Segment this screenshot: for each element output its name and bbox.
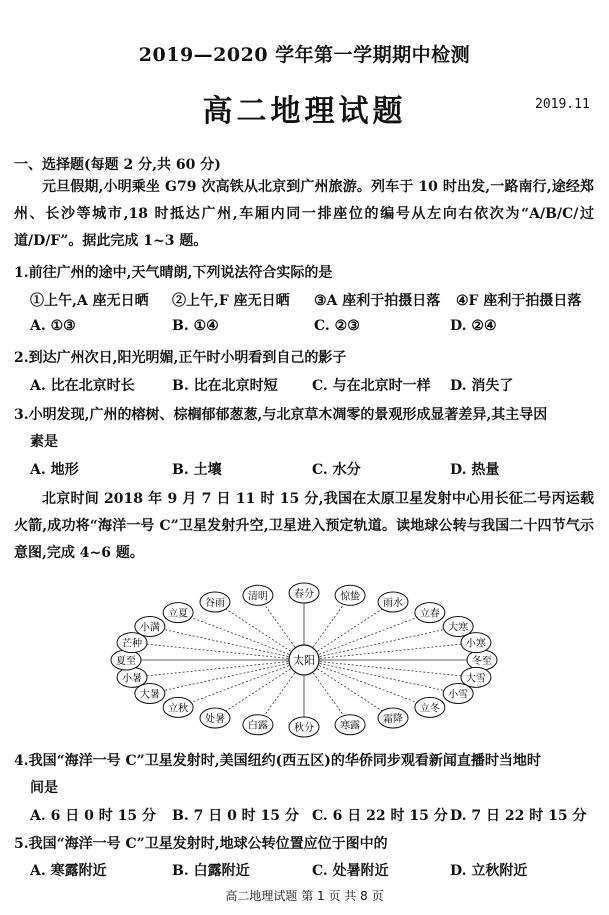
q2-option-b: B. 比在北京时短: [172, 378, 278, 394]
solar-term-label: 立夏: [168, 608, 189, 620]
solar-term-node: [243, 715, 273, 735]
exam-date: 2019.11: [535, 97, 590, 112]
sun-label: 太阳: [293, 654, 315, 667]
solar-term-label: 芒种: [122, 638, 143, 650]
solar-term-node: [163, 603, 193, 623]
q2-stem: 2.到达广州次日,阳光明媚,正午时小明看到自己的影子: [14, 350, 347, 366]
q4-stem-line-2: 间是: [30, 780, 58, 796]
q5-option-c: C. 处暑附近: [312, 863, 389, 879]
solar-term-label: 谷雨: [205, 597, 225, 609]
solar-term-label: 立冬: [419, 703, 440, 715]
q1-statement-4: ④F 座利于拍摄日落: [456, 293, 582, 309]
solar-term-label: 大雪: [465, 673, 486, 685]
solar-term-node: [200, 592, 230, 612]
q1-statement-2: ②上午,F 座无日晒: [172, 293, 290, 309]
solar-term-node: [378, 708, 408, 728]
solar-term-node: [117, 667, 147, 687]
orbit-spoke: [215, 660, 304, 718]
solar-term-label: 夏至: [116, 656, 136, 667]
solar-term-node: [378, 592, 408, 612]
solar-term-label: 大暑: [139, 689, 160, 701]
solar-term-node: [415, 697, 445, 717]
q3-option-b: B. 土壤: [172, 462, 222, 478]
solar-term-node: [335, 715, 365, 735]
q4-option-a: A. 6 日 0 时 15 分: [30, 808, 156, 824]
orbit-spoke: [304, 660, 458, 694]
q1-statement-3: ③A 座利于拍摄日落: [314, 293, 441, 309]
q3-stem-line-1: 3.小明发现,广州的榕树、棕榈郁郁葱葱,与北京草木凋零的景观形成显著差异,其主导因: [14, 407, 548, 423]
orbit-diagram: [0, 570, 609, 745]
solar-term-label: 立秋: [168, 703, 189, 715]
orbit-spoke: [304, 602, 393, 660]
q5-option-b: B. 白露附近: [172, 863, 250, 879]
solar-term-label: 立春: [419, 608, 440, 620]
solar-term-label: 小寒: [465, 638, 486, 650]
q4-stem-line-1: 4.我国“海洋一号 C”卫星发射时,美国纽约(西五区)的华侨同步观看新闻直播时当地时: [14, 753, 541, 769]
solar-term-label: 雨水: [383, 597, 403, 609]
q3-option-c: C. 水分: [312, 462, 361, 478]
solar-term-label: 大寒: [448, 622, 469, 634]
solar-term-label: 白露: [247, 720, 268, 732]
solar-term-node: [461, 633, 491, 653]
orbit-spoke: [150, 660, 304, 694]
q1-statement-1: ①上午,A 座无日晒: [30, 293, 149, 309]
solar-term-label: 春分: [294, 589, 314, 600]
solar-term-node: [335, 585, 365, 605]
solar-term-node: [200, 708, 230, 728]
q1-stem: 1.前往广州的途中,天气晴朗,下列说法符合实际的是: [14, 265, 333, 281]
passage-1: 元旦假期,小明乘坐 G79 次高铁从北京到广州旅游。列车于 10 时出发,一路南行,途经郑州、长沙等城市,18 时抵达广州,车厢内同一排座位的编号从左向右依次为“A/B/C/过道/D/F”。据此完成 1~3 题。: [14, 179, 594, 249]
solar-term-label: 寒露: [340, 720, 361, 732]
orbit-spoke: [304, 643, 476, 660]
solar-term-node: [443, 684, 473, 704]
orbit-spoke: [215, 602, 304, 660]
orbit-spoke: [150, 627, 304, 661]
orbit-spoke: [178, 613, 304, 660]
solar-term-label: 处暑: [205, 714, 225, 726]
q2-option-c: C. 与在北京时一样: [312, 378, 431, 394]
q3-option-a: A. 地形: [30, 462, 79, 478]
solar-term-node: [135, 617, 165, 637]
orbit-spoke: [304, 660, 476, 677]
solar-term-node: [467, 650, 497, 670]
q4-option-b: B. 7 日 0 时 15 分: [172, 808, 299, 824]
q2-option-d: D. 消失了: [450, 378, 514, 394]
q1-option-d: D. ②④: [450, 318, 497, 334]
q5-stem: 5.我国“海洋一号 C”卫星发射时,地球公转位置应位于图中的: [14, 836, 388, 852]
passage-2: 北京时间 2018 年 9 月 7 日 11 时 15 分,我国在太原卫星发射中心用长征二号丙运载火箭,成功将“海洋一号 C”卫星发射升空,卫星进入预定轨道。读地球公转与我国二十四节气示意图,完成 4~6 题。: [14, 491, 594, 561]
q4-option-c: C. 6 日 22 时 15 分: [312, 808, 448, 824]
solar-term-label: 小暑: [122, 673, 143, 685]
orbit-spoke: [304, 627, 458, 661]
q2-option-a: A. 比在北京时长: [30, 378, 135, 394]
page-footer: 高二地理试题 第 1 页 共 8 页: [225, 889, 384, 903]
exam-title: 高二地理试题: [202, 94, 407, 129]
solar-term-label: 惊蛰: [340, 591, 361, 603]
orbit-spoke: [304, 660, 430, 707]
orbit-spoke: [304, 613, 430, 660]
q5-option-a: A. 寒露附近: [30, 863, 107, 879]
q1-option-b: B. ①④: [172, 318, 219, 334]
solar-term-label: 小满: [139, 622, 160, 634]
orbit-spoke: [132, 660, 304, 677]
solar-term-label: 冬至: [472, 656, 492, 667]
orbit-spoke: [132, 643, 304, 660]
q5-option-d: D. 立秋附近: [450, 863, 528, 879]
orbit-spoke: [178, 660, 304, 707]
solar-term-node: [289, 717, 319, 737]
solar-term-label: 秋分: [294, 723, 314, 734]
section-heading: 一、选择题(每题 2 分,共 60 分): [14, 157, 221, 173]
solar-term-node: [289, 583, 319, 603]
solar-term-label: 小雪: [448, 689, 469, 701]
orbit-spoke: [304, 660, 393, 718]
exam-supertitle: 2019—2020 学年第一学期期中检测: [138, 44, 471, 66]
q1-option-c: C. ②③: [314, 318, 360, 334]
solar-term-label: 清明: [247, 591, 268, 603]
q4-option-d: D. 7 日 22 时 15 分: [450, 808, 587, 824]
solar-term-node: [163, 697, 193, 717]
q1-option-a: A. ①③: [30, 318, 76, 334]
q3-option-d: D. 热量: [450, 462, 500, 478]
solar-term-node: [111, 650, 141, 670]
q3-stem-line-2: 素是: [30, 434, 58, 450]
solar-term-node: [415, 603, 445, 623]
solar-term-label: 霜降: [383, 714, 403, 726]
solar-term-node: [243, 585, 273, 605]
